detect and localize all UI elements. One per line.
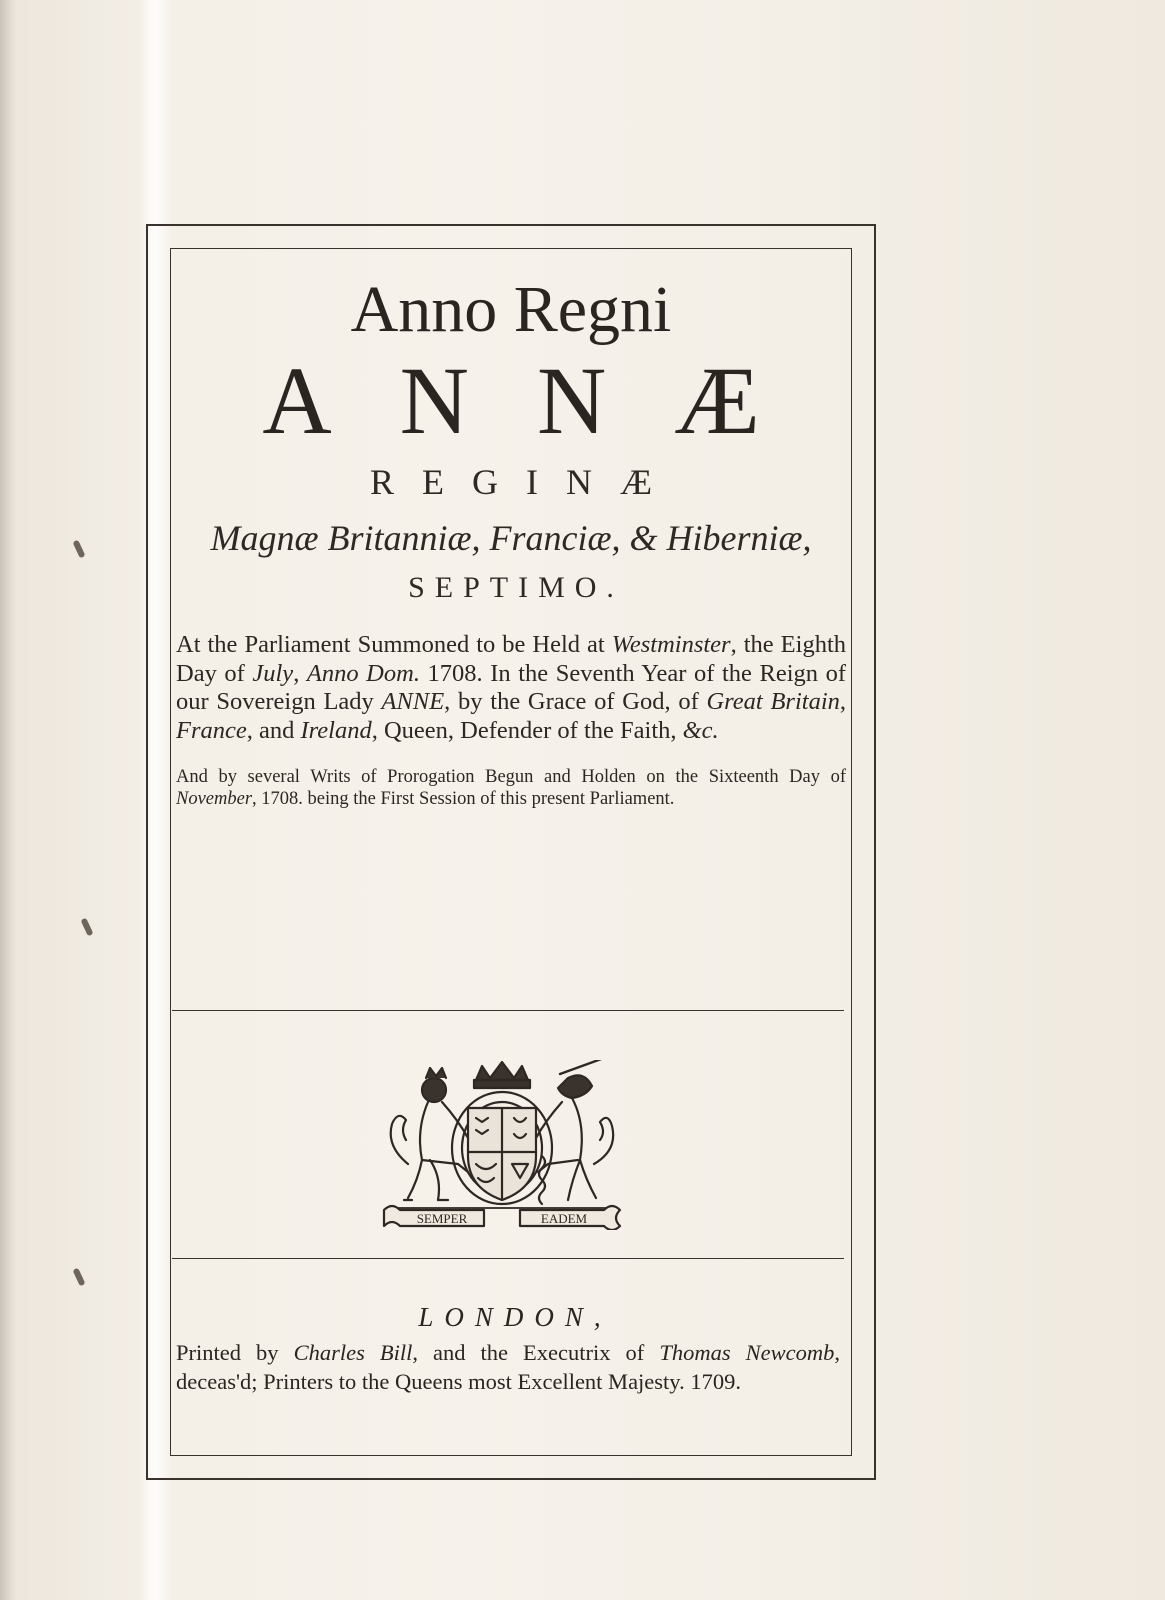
july-word: July bbox=[252, 659, 294, 687]
realms-line: Magnæ Britanniæ, Franciæ, & Hiberniæ, bbox=[210, 518, 812, 559]
france-word: France bbox=[176, 716, 247, 744]
binding-stitch bbox=[72, 540, 85, 559]
title-block bbox=[172, 250, 850, 810]
great-britain-word: Great Britain bbox=[706, 688, 840, 716]
thomas-newcomb-name: Thomas Newcomb bbox=[659, 1340, 835, 1365]
lower-divider-rule bbox=[172, 1258, 844, 1259]
ireland-word: Ireland bbox=[300, 716, 372, 744]
upper-divider-rule bbox=[172, 1010, 844, 1011]
prorogation-paragraph: And by several Writs of Prorogation Begun and Holden on the Sixteenth Day of November, 1708. being the First Session of this present Parliament. bbox=[176, 767, 846, 809]
annae-heading: ANNÆ bbox=[262, 346, 828, 454]
motto-right-text: EADEM bbox=[540, 1211, 588, 1226]
reginae-heading: REGINÆ bbox=[370, 462, 680, 503]
etc-word: &c. bbox=[682, 716, 719, 744]
charles-bill-name: Charles Bill bbox=[293, 1340, 413, 1365]
imprint-city: LONDON, bbox=[418, 1302, 612, 1332]
imprint-paragraph: Printed by Charles Bill, and the Executrix of Thomas Newcomb, deceas'd; Printers to the Queens most Excellent Majesty. 1709. bbox=[176, 1340, 840, 1395]
binding-stitch bbox=[80, 918, 93, 937]
anne-word: ANNE bbox=[381, 688, 445, 716]
binding-stitch bbox=[72, 1268, 85, 1287]
westminster-word: Westminster bbox=[611, 631, 731, 659]
motto-left-text: SEMPER bbox=[416, 1211, 468, 1226]
anno-regni-heading: Anno Regni bbox=[350, 273, 672, 346]
septimo-heading: SEPTIMO. bbox=[408, 571, 624, 605]
page-left-edge bbox=[0, 0, 18, 1600]
november-word: November bbox=[176, 788, 253, 809]
anno-dom-word: Anno Dom. bbox=[306, 659, 420, 687]
royal-coat-of-arms-icon bbox=[372, 1060, 632, 1230]
parliament-paragraph: At the Parliament Summoned to be Held at Westminster, the Eighth Day of July, Anno Dom. 1708. In the Seventh Year of the Reign of our Sovereign Lady ANNE, by the Grace of God, of Great Britain, France, and Ireland, Queen, Defender of the Faith, &c. bbox=[176, 631, 847, 744]
